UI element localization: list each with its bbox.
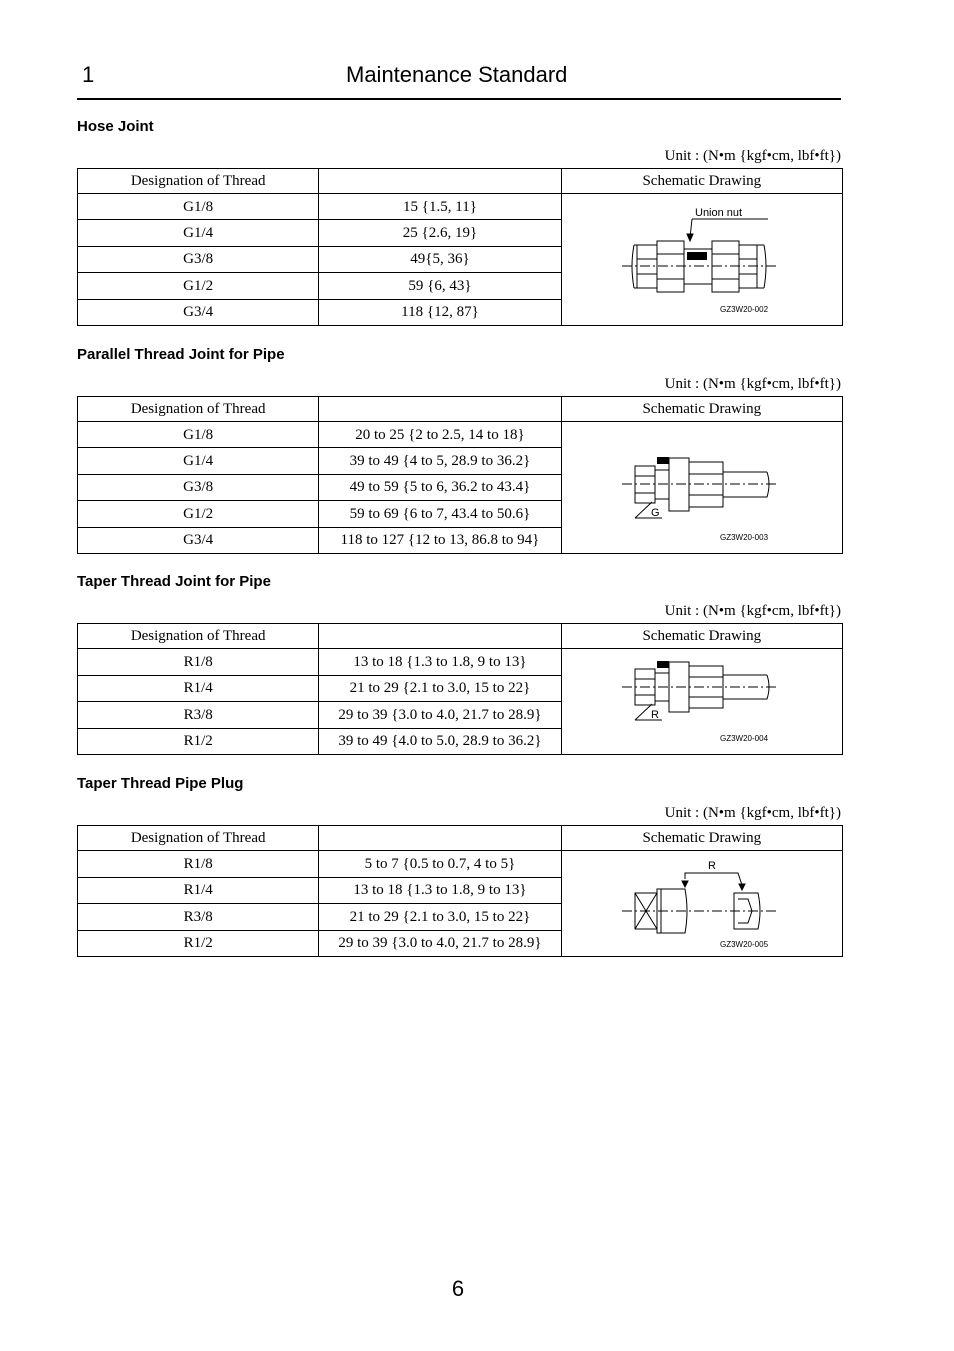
drawing-code: GZ3W20-005 xyxy=(719,940,768,949)
torque-cell: 13 to 18 {1.3 to 1.8, 9 to 13} xyxy=(319,649,561,676)
table-row xyxy=(78,851,843,878)
section-title: Taper Thread Joint for Pipe xyxy=(77,573,271,590)
torque-cell: 29 to 39 {3.0 to 4.0, 21.7 to 28.9} xyxy=(319,930,561,957)
unit-label: Unit : (N•m {kgf•cm, lbf•ft}) xyxy=(664,376,841,392)
taper-thread-joint-drawing xyxy=(562,649,843,749)
torque-cell: 5 to 7 {0.5 to 0.7, 4 to 5} xyxy=(319,851,561,878)
thread-cell: R1/4 xyxy=(78,675,319,702)
column-header: Designation of Thread xyxy=(78,397,319,422)
section-taper-thread-joint xyxy=(77,572,843,755)
drawing-code: GZ3W20-002 xyxy=(719,305,768,314)
parallel-thread-joint-drawing xyxy=(562,422,843,548)
drawing-label: R xyxy=(650,709,659,721)
section-title: Hose Joint xyxy=(77,118,154,135)
torque-cell: 25 {2.6, 19} xyxy=(319,220,561,246)
page-title: Maintenance Standard xyxy=(346,62,568,87)
column-header xyxy=(319,169,561,194)
thread-cell: G1/4 xyxy=(78,220,319,246)
torque-cell: 39 to 49 {4 to 5, 28.9 to 36.2} xyxy=(319,448,561,474)
torque-cell: 20 to 25 {2 to 2.5, 14 to 18} xyxy=(319,422,561,448)
section-parallel-thread-joint xyxy=(77,345,843,554)
pipe-plug-drawing xyxy=(562,851,843,951)
thread-cell: G1/4 xyxy=(78,448,319,474)
torque-cell: 59 {6, 43} xyxy=(319,273,561,299)
column-header: Schematic Drawing xyxy=(561,169,842,194)
section-taper-thread-pipe-plug xyxy=(77,774,843,957)
column-header: Schematic Drawing xyxy=(561,624,842,649)
torque-cell: 49{5, 36} xyxy=(319,246,561,272)
thread-cell: G1/2 xyxy=(78,273,319,299)
torque-cell: 29 to 39 {3.0 to 4.0, 21.7 to 28.9} xyxy=(319,702,561,729)
column-header xyxy=(319,624,561,649)
torque-cell: 13 to 18 {1.3 to 1.8, 9 to 13} xyxy=(319,877,561,904)
thread-cell: R1/8 xyxy=(78,851,319,878)
section-title: Parallel Thread Joint for Pipe xyxy=(77,346,285,363)
torque-table xyxy=(77,825,843,957)
torque-cell: 15 {1.5, 11} xyxy=(319,194,561,220)
torque-cell: 118 to 127 {12 to 13, 86.8 to 94} xyxy=(319,527,561,553)
unit-label: Unit : (N•m {kgf•cm, lbf•ft}) xyxy=(664,603,841,619)
union-nut-joint-drawing xyxy=(562,194,843,320)
thread-cell: R1/8 xyxy=(78,649,319,676)
thread-cell: R1/4 xyxy=(78,877,319,904)
schematic-drawing-cell xyxy=(561,851,842,957)
drawing-label: G xyxy=(650,507,660,519)
column-header xyxy=(319,397,561,422)
table-header-row xyxy=(78,397,843,422)
schematic-drawing-cell xyxy=(561,649,842,755)
column-header: Designation of Thread xyxy=(78,624,319,649)
thread-cell: G1/2 xyxy=(78,501,319,527)
page-number: 6 xyxy=(451,1276,465,1301)
drawing-label: R xyxy=(707,860,716,872)
section-title: Taper Thread Pipe Plug xyxy=(77,775,244,792)
unit-label: Unit : (N•m {kgf•cm, lbf•ft}) xyxy=(664,148,841,164)
drawing-code: GZ3W20-004 xyxy=(719,734,768,743)
schematic-drawing-cell xyxy=(561,194,842,326)
header-rule xyxy=(77,98,841,100)
torque-cell: 39 to 49 {4.0 to 5.0, 28.9 to 36.2} xyxy=(319,728,561,755)
torque-cell: 49 to 59 {5 to 6, 36.2 to 43.4} xyxy=(319,474,561,500)
torque-cell: 21 to 29 {2.1 to 3.0, 15 to 22} xyxy=(319,904,561,931)
torque-table xyxy=(77,623,843,755)
table-row xyxy=(78,194,843,220)
thread-cell: G3/8 xyxy=(78,474,319,500)
thread-cell: G1/8 xyxy=(78,422,319,448)
thread-cell: R1/2 xyxy=(78,728,319,755)
schematic-drawing-cell xyxy=(561,422,842,554)
torque-table xyxy=(77,396,843,554)
column-header: Schematic Drawing xyxy=(561,397,842,422)
drawing-code: GZ3W20-003 xyxy=(719,533,768,542)
table-header-row xyxy=(78,624,843,649)
table-row xyxy=(78,649,843,676)
table-header-row xyxy=(78,169,843,194)
thread-cell: G1/8 xyxy=(78,194,319,220)
unit-label: Unit : (N•m {kgf•cm, lbf•ft}) xyxy=(664,805,841,821)
table-header-row xyxy=(78,826,843,851)
thread-cell: G3/4 xyxy=(78,527,319,553)
section-hose-joint xyxy=(77,117,843,326)
column-header: Designation of Thread xyxy=(78,826,319,851)
thread-cell: R3/8 xyxy=(78,702,319,729)
thread-cell: R3/8 xyxy=(78,904,319,931)
torque-cell: 59 to 69 {6 to 7, 43.4 to 50.6} xyxy=(319,501,561,527)
torque-cell: 118 {12, 87} xyxy=(319,299,561,325)
drawing-label: Union nut xyxy=(694,207,742,219)
torque-table xyxy=(77,168,843,326)
column-header xyxy=(319,826,561,851)
column-header: Schematic Drawing xyxy=(561,826,842,851)
torque-cell: 21 to 29 {2.1 to 3.0, 15 to 22} xyxy=(319,675,561,702)
table-row xyxy=(78,422,843,448)
chapter-number: 1 xyxy=(82,62,95,87)
column-header: Designation of Thread xyxy=(78,169,319,194)
thread-cell: G3/4 xyxy=(78,299,319,325)
thread-cell: R1/2 xyxy=(78,930,319,957)
thread-cell: G3/8 xyxy=(78,246,319,272)
